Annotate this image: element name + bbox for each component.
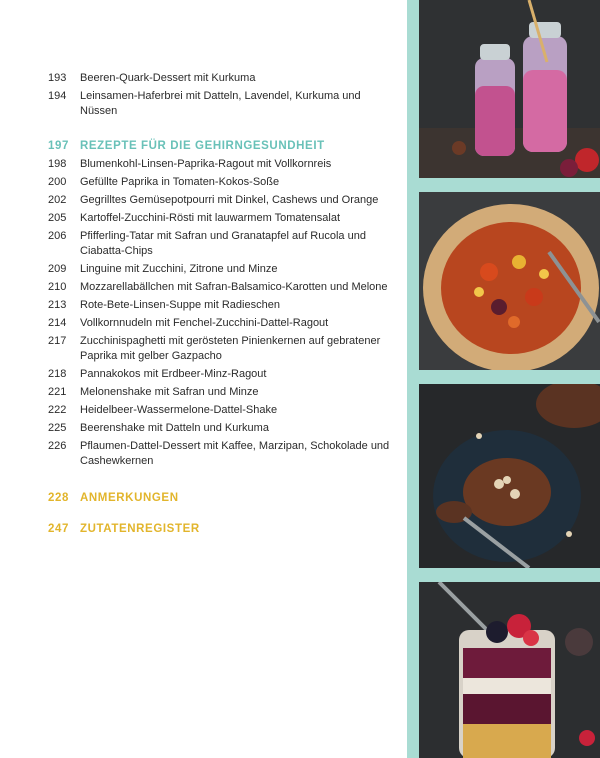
toc-page-number: 200 xyxy=(48,176,67,188)
toc-entry[interactable] xyxy=(48,193,393,208)
toc-page-number: 206 xyxy=(48,230,67,242)
toc-page-number: 214 xyxy=(48,317,67,329)
section-heading-ingredient-index[interactable] xyxy=(48,521,393,537)
toc-entry-title: Zucchinispaghetti mit gerösteten Pinienkernen auf gebratener Paprika mit gelber Gazpacho xyxy=(80,335,381,362)
toc-entry[interactable] xyxy=(48,385,393,400)
toc-page-number: 221 xyxy=(48,386,67,398)
vegetable-ragout-tortilla-bowl-photo xyxy=(419,192,600,370)
photo-strip xyxy=(407,0,600,758)
section-title: REZEPTE FÜR DIE GEHIRNGESUNDHEIT xyxy=(80,140,325,152)
chocolate-plum-dessert-photo xyxy=(419,384,600,568)
toc-page-number: 202 xyxy=(48,194,67,206)
toc-entry-title: Beeren-Quark-Dessert mit Kurkuma xyxy=(80,72,256,84)
toc-entry[interactable] xyxy=(48,262,393,277)
toc-entry-title: Gefüllte Paprika in Tomaten-Kokos-Soße xyxy=(80,176,280,188)
toc-entry-title: Rote-Bete-Linsen-Suppe mit Radieschen xyxy=(80,299,280,311)
toc-page-number: 194 xyxy=(48,90,67,102)
toc-entry[interactable] xyxy=(48,298,393,313)
toc-page-number: 222 xyxy=(48,404,67,416)
toc-page-number: 205 xyxy=(48,212,67,224)
toc-entry-title: Melonenshake mit Safran und Minze xyxy=(80,386,259,398)
toc-entry[interactable] xyxy=(48,211,393,226)
section-title: ZUTATENREGISTER xyxy=(80,523,200,535)
toc-entry[interactable] xyxy=(48,403,393,418)
toc-entry[interactable] xyxy=(48,89,393,119)
toc-entry-title: Gegrilltes Gemüsepotpourri mit Dinkel, Cashews und Orange xyxy=(80,194,379,206)
section-heading-brain-health[interactable] xyxy=(48,138,393,154)
section-page-number: 197 xyxy=(48,140,69,152)
toc-page-number: 210 xyxy=(48,281,67,293)
toc-entry[interactable] xyxy=(48,175,393,190)
toc-entry[interactable] xyxy=(48,421,393,436)
toc-page-number: 217 xyxy=(48,335,67,347)
toc-entry-title: Beerenshake mit Datteln und Kurkuma xyxy=(80,422,269,434)
section-title: ANMERKUNGEN xyxy=(80,492,179,504)
toc-entry-title: Mozzarellabällchen mit Safran-Balsamico-Karotten und Melone xyxy=(80,281,388,293)
toc-entry[interactable] xyxy=(48,439,393,469)
toc-entry-title: Leinsamen-Haferbrei mit Datteln, Lavendel, Kurkuma und Nüssen xyxy=(80,90,361,117)
table-of-contents xyxy=(48,71,393,540)
toc-entry-title: Vollkornnudeln mit Fenchel-Zucchini-Dattel-Ragout xyxy=(80,317,329,329)
toc-page-number: 193 xyxy=(48,72,67,84)
toc-entry[interactable] xyxy=(48,71,393,86)
toc-page-number: 209 xyxy=(48,263,67,275)
section-heading-notes[interactable] xyxy=(48,490,393,506)
toc-page-number: 226 xyxy=(48,440,67,452)
toc-entry[interactable] xyxy=(48,229,393,259)
section-page-number: 228 xyxy=(48,492,69,504)
toc-page-number: 213 xyxy=(48,299,67,311)
toc-entry[interactable] xyxy=(48,280,393,295)
berry-shake-bottles-photo xyxy=(419,0,600,178)
toc-entry-title: Linguine mit Zucchini, Zitrone und Minze xyxy=(80,263,278,275)
toc-entry-title: Pfifferling-Tatar mit Safran und Granatapfel auf Rucola und Ciabatta-Chips xyxy=(80,230,366,257)
toc-entry-title: Heidelbeer-Wassermelone-Dattel-Shake xyxy=(80,404,278,416)
toc-entry-title: Blumenkohl-Linsen-Paprika-Ragout mit Vollkornreis xyxy=(80,158,332,170)
berry-quark-jar-photo xyxy=(419,582,600,758)
toc-entry-title: Pflaumen-Dattel-Dessert mit Kaffee, Marzipan, Schokolade und Cashewkernen xyxy=(80,440,390,467)
toc-entry[interactable] xyxy=(48,367,393,382)
toc-entry-title: Pannakokos mit Erdbeer-Minz-Ragout xyxy=(80,368,267,380)
toc-entry-title: Kartoffel-Zucchini-Rösti mit lauwarmem Tomatensalat xyxy=(80,212,341,224)
toc-page-number: 218 xyxy=(48,368,67,380)
toc-page-number: 198 xyxy=(48,158,67,170)
toc-entry[interactable] xyxy=(48,157,393,172)
toc-entry[interactable] xyxy=(48,334,393,364)
toc-entry[interactable] xyxy=(48,316,393,331)
toc-page-number: 225 xyxy=(48,422,67,434)
section-page-number: 247 xyxy=(48,523,69,535)
